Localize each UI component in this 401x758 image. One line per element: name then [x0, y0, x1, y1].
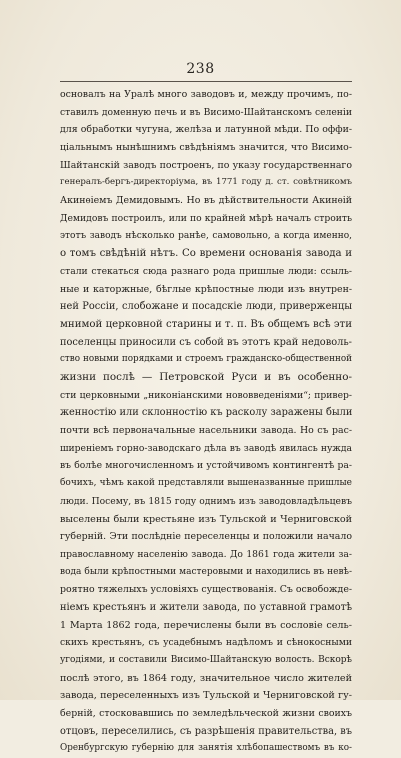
text-line: ней Россіи, слобожане и посадскіе люди, приверженцы — [60, 301, 352, 313]
text-line: въ болѣе многочисленномъ и устойчивомъ контингентѣ ра- — [60, 460, 352, 472]
text-line: губерній. Эти послѣдніе переселенцы и положили начало — [60, 531, 352, 543]
text-line: бочихъ, чѣмъ какой представляли вышеназванные пришлые — [60, 478, 352, 489]
text-line: ніемъ крестьянъ и жители завода, по уставной грамотѣ — [60, 601, 352, 613]
text-line: люди. Посему, въ 1815 году однимъ изъ заводовладѣльцевъ — [60, 495, 352, 507]
text-line: ставилъ доменную печь и въ Висимо-Шайтанскомъ селеніи — [60, 106, 352, 118]
text-line: выселены были крестьяне изъ Тульской и Черниговской — [60, 513, 352, 525]
text-line: для обработки чугуна, желѣза и латунной мѣди. По оффи- — [60, 124, 352, 136]
text-line: женностію или склонностію къ расколу заражены были — [60, 407, 352, 419]
page-number: 238 — [186, 61, 215, 77]
text-line: мнимой церковной старины и т. п. Въ общемъ всѣ эти — [60, 318, 352, 330]
text-line: жизни послѣ — Петровской Руси и въ особенно- — [60, 371, 352, 383]
text-line: основалъ на Уралѣ много заводовъ и, между прочимъ, по- — [60, 89, 352, 100]
text-line: Демидовъ построилъ, или по крайней мѣрѣ началъ строить — [60, 212, 352, 224]
text-line: 1 Марта 1862 года, перечислены были въ сословіе сель- — [60, 619, 352, 631]
text-line: Акинѳіемъ Демидовымъ. Но въ дѣйствительности Акинѳій — [60, 195, 352, 207]
text-line: этотъ заводъ нѣсколько ранѣе, самовольно, а когда именно, — [60, 230, 352, 241]
text-line: православному населенію завода. До 1861 года жители за- — [60, 548, 352, 560]
text-line: о томъ свѣдѣній нѣтъ. Со времени основанія завода и — [60, 248, 352, 260]
text-line: вода были крѣпостными мастеровыми и находились въ невѣ- — [60, 566, 352, 577]
text-line: отцовъ, переселились, съ разрѣшенія правительства, въ — [60, 725, 352, 737]
text-line: Шайтанскій заводъ построенъ, по указу государственнаго — [60, 159, 352, 171]
text-line: скихъ крестьянъ, съ усадебнымъ надѣломъ и сѣнокосными — [60, 637, 352, 649]
body-text — [60, 86, 352, 758]
text-line: угодіями, и составили Висимо-Шайтанскую волость. Вскорѣ — [60, 655, 352, 665]
header-rule — [60, 81, 352, 82]
text-line: послѣ этого, въ 1864 году, значительное число жителей — [60, 672, 352, 684]
text-line: стали стекаться сюда разнаго рода пришлые люди: ссыль- — [60, 265, 352, 277]
text-line: берній, стосковавшись по земледѣльческой жизни своихъ — [60, 708, 352, 720]
text-line: ство новыми порядками и строемъ гражданско-общественной — [60, 354, 352, 365]
text-line: завода, переселенныхъ изъ Тульской и Черниговской гу- — [60, 690, 352, 702]
text-line: ширеніемъ горно-заводскаго дѣла въ заводѣ явилась нужда — [60, 442, 352, 454]
text-line: генералъ-бергъ-директоріума, въ 1771 году д. ст. совѣтникомъ — [60, 177, 352, 188]
text-line: роятно тяжелыхъ условіяхъ существованія. Съ освобожде- — [60, 584, 352, 596]
text-line: ціальнымъ нынѣшнимъ свѣдѣніямъ значится, что Висимо- — [60, 142, 352, 154]
text-line: ные и каторжные, бѣглые крѣпостные люди изъ внутрен- — [60, 283, 352, 295]
text-line: почти всѣ первоначальные насельники завода. Но съ рас- — [60, 425, 352, 437]
text-line: сти церковными „никоніанскими нововведеніями“; привер- — [60, 389, 352, 401]
text-line: поселенцы приносили съ собой въ этотъ край недоволь- — [60, 336, 352, 348]
text-line: Оренбургскую губернію для занятія хлѣбопашествомъ въ ко- — [60, 743, 352, 754]
